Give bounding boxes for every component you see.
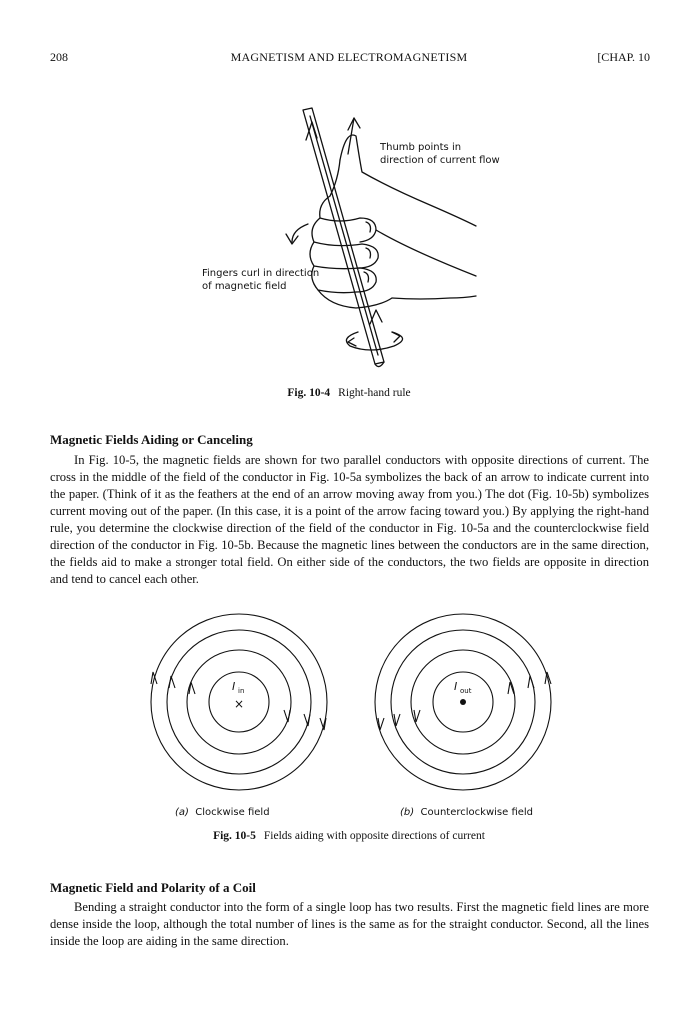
section-paragraph-aiding-canceling: In Fig. 10-5, the magnetic fields are shown for two parallel conductors with opposite directions of current. The cross in the middle of the field of the conductor in Fig. 10-5a symbolizes the back of an arrow to indicate current into the paper. (Think of it as the feathers at the end of an arrow moving away from you.) The dot (Fig. 10-5b) symbolizes current moving out of the paper. (In this case, it is a point of the arrow facing toward you.) By applying the right-hand rule, you determine the clockwise direction of the field of the conductor in Fig. 10-5a and the counterclockwise field direction of the conductor in Fig. 10-5b. Because the magnetic lines between the conductors are in the same direction, the fields aid to make a stronger total field. On either side of the conductors, the two fields are opposite in direction and tend to cancel each other. <box>50 453 649 586</box>
concentric-fields-diagram <box>140 610 560 802</box>
dot-marker-current-out <box>460 699 466 705</box>
subfigure-b-text: Counterclockwise field <box>420 807 534 818</box>
fingers-label-line2: of magnetic field <box>202 281 287 292</box>
subfigure-a-text: Clockwise field <box>195 807 270 818</box>
right-current-symbol: I <box>454 680 458 693</box>
figure-10-4-number: Fig. 10-4 <box>287 387 331 399</box>
cross-marker-current-in: × <box>233 697 245 711</box>
concentric-fields-figure <box>140 610 560 802</box>
right-hand-illustration <box>180 100 520 380</box>
section-heading-aiding-canceling: Magnetic Fields Aiding or Canceling <box>50 432 253 447</box>
left-current-symbol: I <box>232 680 236 693</box>
fingers-label-line1: Fingers curl in direction <box>202 268 320 279</box>
figure-10-5-title: Fields aiding with opposite directions of current <box>263 830 485 842</box>
subfigure-b-label <box>400 807 533 818</box>
page-number: 208 <box>50 50 68 64</box>
running-title: MAGNETISM AND ELECTROMAGNETISM <box>230 50 468 64</box>
left-current-subscript: in <box>238 687 245 695</box>
subfigure-a-label <box>175 807 270 818</box>
figure-10-5-caption <box>0 830 698 842</box>
figure-10-5-number: Fig. 10-5 <box>213 830 256 842</box>
section-heading-coil-polarity: Magnetic Field and Polarity of a Coil <box>50 880 256 895</box>
thumb-label-line1: Thumb points in <box>380 142 462 153</box>
subfigure-b-letter: (b) <box>400 807 415 818</box>
right-hand-rule-figure <box>180 100 520 380</box>
section-paragraph-coil-polarity: Bending a straight conductor into the form of a single loop has two results. First the magnetic field lines are more dense inside the loop, although the total number of lines is the same as for the straight conductor. Second, all the lines inside the loop are aiding in the same direction. <box>50 900 649 948</box>
figure-10-4-caption <box>0 387 698 399</box>
figure-10-4-title: Right-hand rule <box>338 387 411 399</box>
thumb-label-line2: direction of current flow <box>380 155 500 166</box>
subfigure-a-letter: (a) <box>175 807 189 818</box>
chapter-label: [CHAP. 10 <box>597 50 650 64</box>
right-current-subscript: out <box>460 687 472 695</box>
